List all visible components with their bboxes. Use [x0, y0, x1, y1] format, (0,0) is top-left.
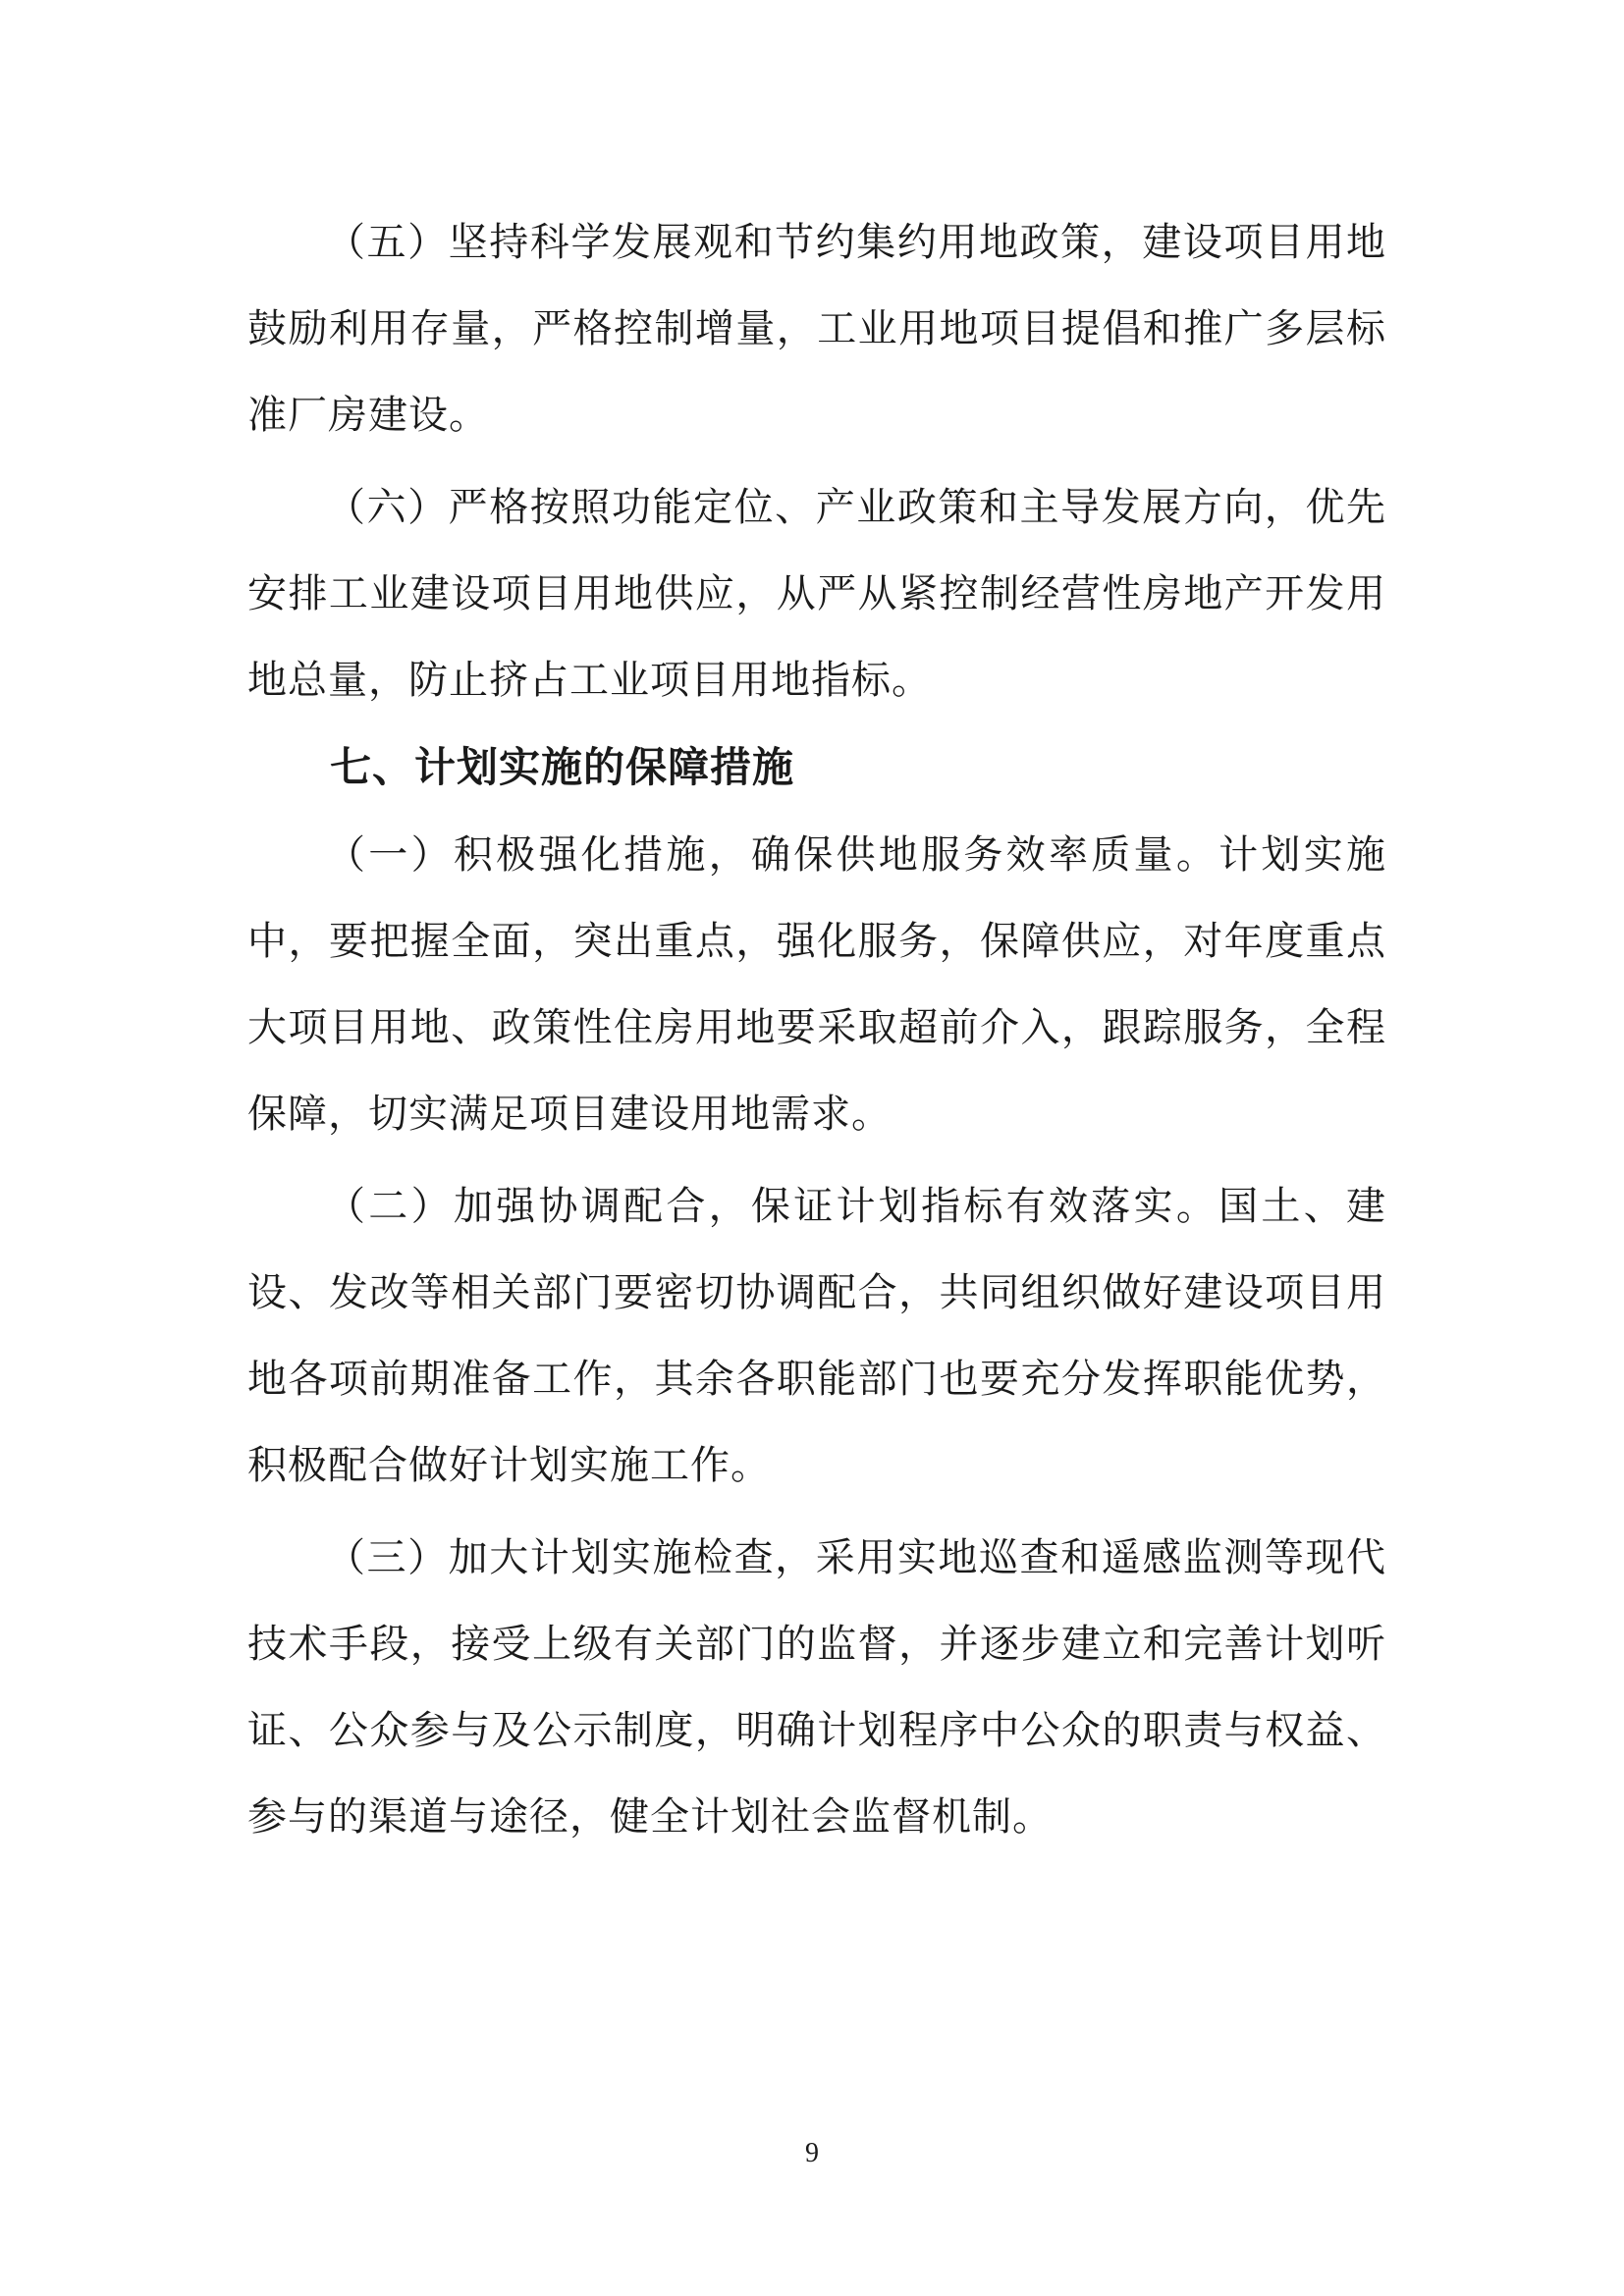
section-heading: 七、计划实施的保障措施	[330, 743, 795, 791]
paragraph-item-5: （五）坚持科学发展观和节约集约用地政策，建设项目用地鼓励利用存量，严格控制增量，工业用地项目提倡和推广多层标准厂房建设。	[247, 220, 1386, 438]
paragraph-measure-2: （二）加强协调配合，保证计划指标有效落实。国土、建设、发改等相关部门要密切协调配合，共同组织做好建设项目用地各项前期准备工作，其余各职能部门也要充分发挥职能优势，积极配合做好计划实施工作。	[247, 1184, 1386, 1488]
page-number: 9	[805, 2138, 819, 2168]
paragraph-item-6: （六）严格按照功能定位、产业政策和主导发展方向，优先安排工业建设项目用地供应，从严从紧控制经营性房地产开发用地总量，防止挤占工业项目用地指标。	[247, 485, 1386, 703]
paragraph-measure-1: （一）积极强化措施，确保供地服务效率质量。计划实施中，要把握全面，突出重点，强化服务，保障供应，对年度重点大项目用地、政策性住房用地要采取超前介入，跟踪服务，全程保障，切实满足项目建设用地需求。	[247, 832, 1386, 1137]
page-content	[247, 199, 1386, 1860]
paragraph-measure-3: （三）加大计划实施检查，采用实地巡查和遥感监测等现代技术手段，接受上级有关部门的监督，并逐步建立和完善计划听证、公众参与及公示制度，明确计划程序中公众的职责与权益、参与的渠道与途径，健全计划社会监督机制。	[247, 1535, 1386, 1840]
